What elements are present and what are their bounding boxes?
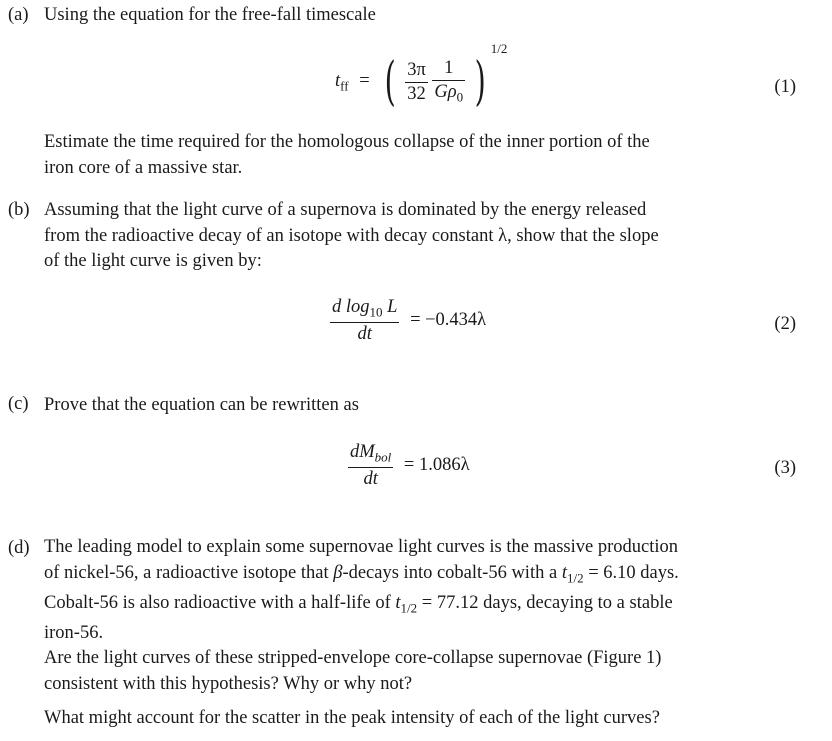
eq1-number: (1) bbox=[774, 77, 796, 97]
part-b-line-1: Assuming that the light curve of a supernova is dominated by the energy released bbox=[44, 200, 647, 220]
part-d-line-3: Cobalt-56 is also radioactive with a half-life of $t_{1/2} = 77.12$ days, decaying to a stable bbox=[44, 592, 673, 616]
part-d-q1-line-1: Are the light curves of these stripped-envelope core-collapse supernovae (Figure 1) bbox=[44, 648, 662, 668]
eq1-left-paren: ( bbox=[384, 52, 396, 112]
eq3-rhs: = 1.086λ bbox=[403, 455, 470, 476]
eq3-fraction bbox=[348, 442, 393, 490]
eq3-number: (3) bbox=[774, 458, 796, 478]
part-b-text bbox=[44, 198, 796, 275]
part-a-text-line-1: Estimate the time required for the homologous collapse of the inner portion of the bbox=[44, 132, 650, 152]
eq2-fraction bbox=[330, 297, 399, 345]
part-c-text: Prove that the equation can be rewritten as bbox=[44, 395, 359, 415]
eq1-equals: = bbox=[359, 71, 370, 92]
eq1-lhs: $t_{ff}$ bbox=[335, 71, 349, 94]
equation-3 bbox=[348, 442, 470, 490]
part-d-question-2: What might account for the scatter in the peak intensity of each of the light curves? bbox=[44, 708, 660, 728]
part-c-label: (c) bbox=[8, 394, 29, 414]
eq1-numerator-2: 1 bbox=[432, 58, 465, 81]
part-d-label: (d) bbox=[8, 538, 30, 558]
eq2-rhs: = −0.434λ bbox=[410, 310, 487, 331]
eq1-denominator: 32 bbox=[407, 83, 426, 104]
part-a-text-line-2: iron core of a massive star. bbox=[44, 157, 243, 178]
part-a-text bbox=[44, 130, 796, 181]
eq1-denominator-2: $G\rho_0$ bbox=[434, 82, 464, 105]
eq1-right-paren: ) bbox=[474, 52, 486, 112]
part-d-line-4: iron-56. bbox=[44, 622, 104, 643]
part-b-label: (b) bbox=[8, 200, 30, 220]
eq1-numerator: 3π bbox=[405, 60, 428, 83]
part-b-line-2: from the radioactive decay of an isotope with decay constant λ, show that the slope bbox=[44, 225, 659, 246]
part-d-line-1: The leading model to explain some supernovae light curves is the massive production bbox=[44, 537, 678, 557]
part-d-q1-line-2: consistent with this hypothesis? Why or why not? bbox=[44, 673, 413, 694]
eq2-numerator: d $\log_{10} L$ bbox=[330, 297, 399, 323]
eq2-number: (2) bbox=[774, 314, 796, 334]
eq1-fraction-1 bbox=[405, 60, 428, 105]
equation-1 bbox=[335, 41, 511, 112]
part-d-text bbox=[44, 535, 796, 646]
part-b-line-3: of the light curve is given by: bbox=[44, 251, 262, 271]
eq1-fraction-2 bbox=[432, 58, 465, 106]
part-d-line-2: of nickel-56, a radioactive isotope that β-decays into cobalt-56 with a $t_{1/2} = 6.10$ days. bbox=[44, 562, 679, 586]
eq3-numerator: $dM_{bol}$ bbox=[348, 442, 393, 468]
eq3-denominator: dt bbox=[363, 468, 378, 489]
equation-2 bbox=[330, 297, 486, 345]
part-a-intro: Using the equation for the free-fall timescale bbox=[44, 5, 376, 25]
eq1-exponent: 1/2 bbox=[490, 41, 508, 57]
part-a-label: (a) bbox=[8, 5, 29, 25]
eq2-denominator: dt bbox=[357, 323, 372, 344]
part-d-question-1 bbox=[44, 646, 796, 697]
